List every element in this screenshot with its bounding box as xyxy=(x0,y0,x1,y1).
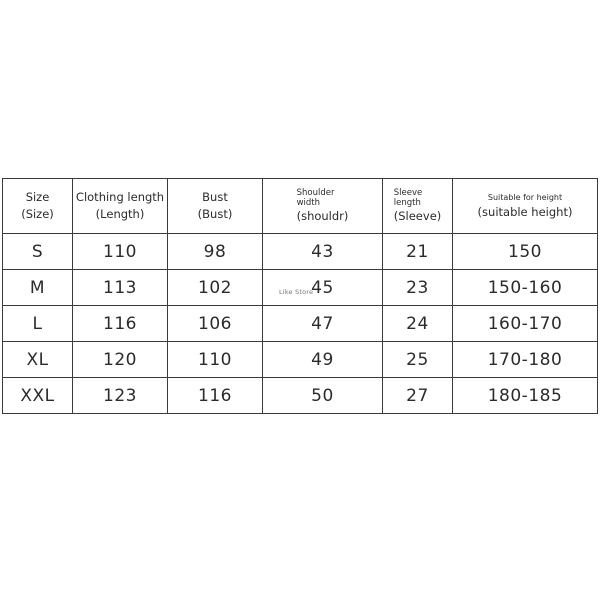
cell-bust: 102 xyxy=(168,270,263,306)
cell-shoulder-width: 50 xyxy=(263,378,383,414)
cell-bust: 106 xyxy=(168,306,263,342)
header-clothing-length xyxy=(73,179,168,234)
header-shoulder-label: Shoulder xyxy=(296,187,335,198)
header-bust-label: Bust xyxy=(202,190,228,204)
header-sleeve-label-2: length xyxy=(393,197,421,208)
cell-suitable-height: 180-185 xyxy=(453,378,598,414)
cell-bust: 110 xyxy=(168,342,263,378)
cell-bust: 98 xyxy=(168,234,263,270)
header-shoulder-width xyxy=(263,179,383,234)
cell-sleeve-length: 25 xyxy=(383,342,453,378)
cell-suitable-height: 170-180 xyxy=(453,342,598,378)
table-row xyxy=(3,234,598,270)
cell-suitable-height: 150 xyxy=(453,234,598,270)
cell-clothing-length: 120 xyxy=(73,342,168,378)
table-row xyxy=(3,378,598,414)
header-shoulder-stack xyxy=(297,188,349,225)
header-size-label: Size xyxy=(25,190,50,204)
header-sleeve-length xyxy=(383,179,453,234)
header-height-label: Suitable for height xyxy=(487,192,563,202)
store-watermark: Like Store xyxy=(279,288,314,296)
cell-size: XXL xyxy=(3,378,73,414)
header-sleeve-sublabel: (Sleeve) xyxy=(393,208,442,223)
cell-clothing-length: 110 xyxy=(73,234,168,270)
cell-size: XL xyxy=(3,342,73,378)
header-size-sublabel: (Size) xyxy=(21,207,54,221)
cell-shoulder-width: 45 xyxy=(263,270,383,306)
header-bust xyxy=(168,179,263,234)
table-row xyxy=(3,306,598,342)
cell-shoulder-width: 47 xyxy=(263,306,383,342)
cell-bust: 116 xyxy=(168,378,263,414)
header-length-label: Clothing length xyxy=(75,190,165,204)
cell-sleeve-length: 27 xyxy=(383,378,453,414)
header-shoulder-label-2: width xyxy=(296,197,321,208)
header-row xyxy=(3,179,598,234)
header-bust-sublabel: (Bust) xyxy=(197,207,233,221)
header-suitable-height xyxy=(453,179,598,234)
cell-clothing-length: 123 xyxy=(73,378,168,414)
table-row xyxy=(3,342,598,378)
header-shoulder-sublabel: (shouldr) xyxy=(296,208,349,223)
header-size xyxy=(3,179,73,234)
cell-sleeve-length: 24 xyxy=(383,306,453,342)
cell-size: S xyxy=(3,234,73,270)
cell-suitable-height: 150-160 xyxy=(453,270,598,306)
cell-sleeve-length: 21 xyxy=(383,234,453,270)
cell-shoulder-width: 49 xyxy=(263,342,383,378)
cell-size: M xyxy=(3,270,73,306)
header-height-sublabel: (suitable height) xyxy=(477,204,573,219)
header-sleeve-stack xyxy=(394,188,442,225)
cell-sleeve-length: 23 xyxy=(383,270,453,306)
cell-clothing-length: 113 xyxy=(73,270,168,306)
header-length-sublabel: (Length) xyxy=(95,207,145,221)
cell-shoulder-width: 43 xyxy=(263,234,383,270)
cell-size: L xyxy=(3,306,73,342)
size-chart-table xyxy=(2,178,598,414)
cell-clothing-length: 116 xyxy=(73,306,168,342)
cell-suitable-height: 160-170 xyxy=(453,306,598,342)
header-sleeve-label: Sleeve xyxy=(393,187,423,198)
